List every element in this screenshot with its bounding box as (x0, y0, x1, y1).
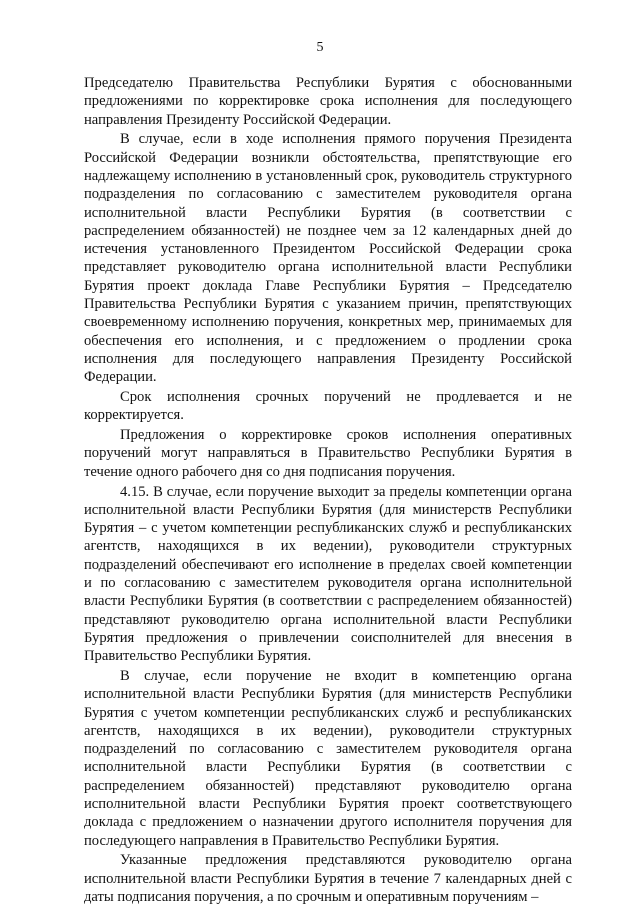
page-number: 5 (316, 40, 324, 55)
paragraph: Предложения о корректировке сроков исполнения оперативных поручений могут направляться в Правительство Республики Бурятия в течение одного рабочего дня со дня подписания поручения. (84, 427, 572, 480)
paragraph: В случае, если в ходе исполнения прямого поручения Президента Российской Федерации возникли обстоятельства, препятствующие его надлежащему исполнению в установленный срок, руководитель структурного подразделения по согласованию с заместителем руководителя органа исполнительной власти Республики Бурятия (в соответствии с распределением обязанностей) не позднее чем за 12 календарных дней до истечения установленного Президентом Российской Федерации срока представляет руководителю органа исполнительной власти Республики Бурятия проект доклада Главе Республики Бурятия – Председателю Правительства Республики Бурятия с указанием причин, препятствующих своевременному исполнению поручения, конкретных мер, принимаемых для обеспечения его исполнения, и с предложением о продлении срока исполнения для последующего направления Президенту Российской Федерации. (84, 131, 572, 386)
paragraph: Срок исполнения срочных поручений не продлевается и не корректируется. (84, 389, 572, 424)
paragraph: Указанные предложения представляются руководителю органа исполнительной власти Республики Бурятия в течение 7 календарных дней с даты подписания поручения, а по срочным и оперативным поручениям – (84, 852, 572, 906)
paragraph-continuation: Председателю Правительства Республики Бурятия с обоснованными предложениями по корректировке срока исполнения для последующего направления Президенту Российской Федерации. (84, 75, 572, 128)
document-body (84, 74, 572, 908)
paragraph: В случае, если поручение не входит в компетенцию органа исполнительной власти Республики Бурятия (для министерств Республики Бурятия с учетом компетенции республиканских служб и республиканских агентств, находящихся в их ведении), руководители структурных подразделений по согласованию с заместителем руководителя органа исполнительной власти Республики Бурятия (в соответствии с распределением обязанностей) представляют руководителю органа исполнительной власти Республики Бурятия проект соответствующего доклада с предложением о назначении другого исполнителя поручения для последующего направления в Правительство Республики Бурятия. (84, 668, 572, 849)
paragraph: 4.15. В случае, если поручение выходит за пределы компетенции органа исполнительной власти Республики Бурятия (для министерств Республики Бурятия – с учетом компетенции республиканских служб и республиканских агентств, находящихся в их ведении), руководители структурных подразделений обеспечивают его исполнение в пределах своей компетенции и по согласованию с заместителем руководителя органа исполнительной власти Республики Бурятия (в соответствии с распределением обязанностей) представляют руководителю органа исполнительной власти Республики Бурятия предложения о привлечении соисполнителей для внесения в Правительство Республики Бурятия. (84, 483, 572, 665)
